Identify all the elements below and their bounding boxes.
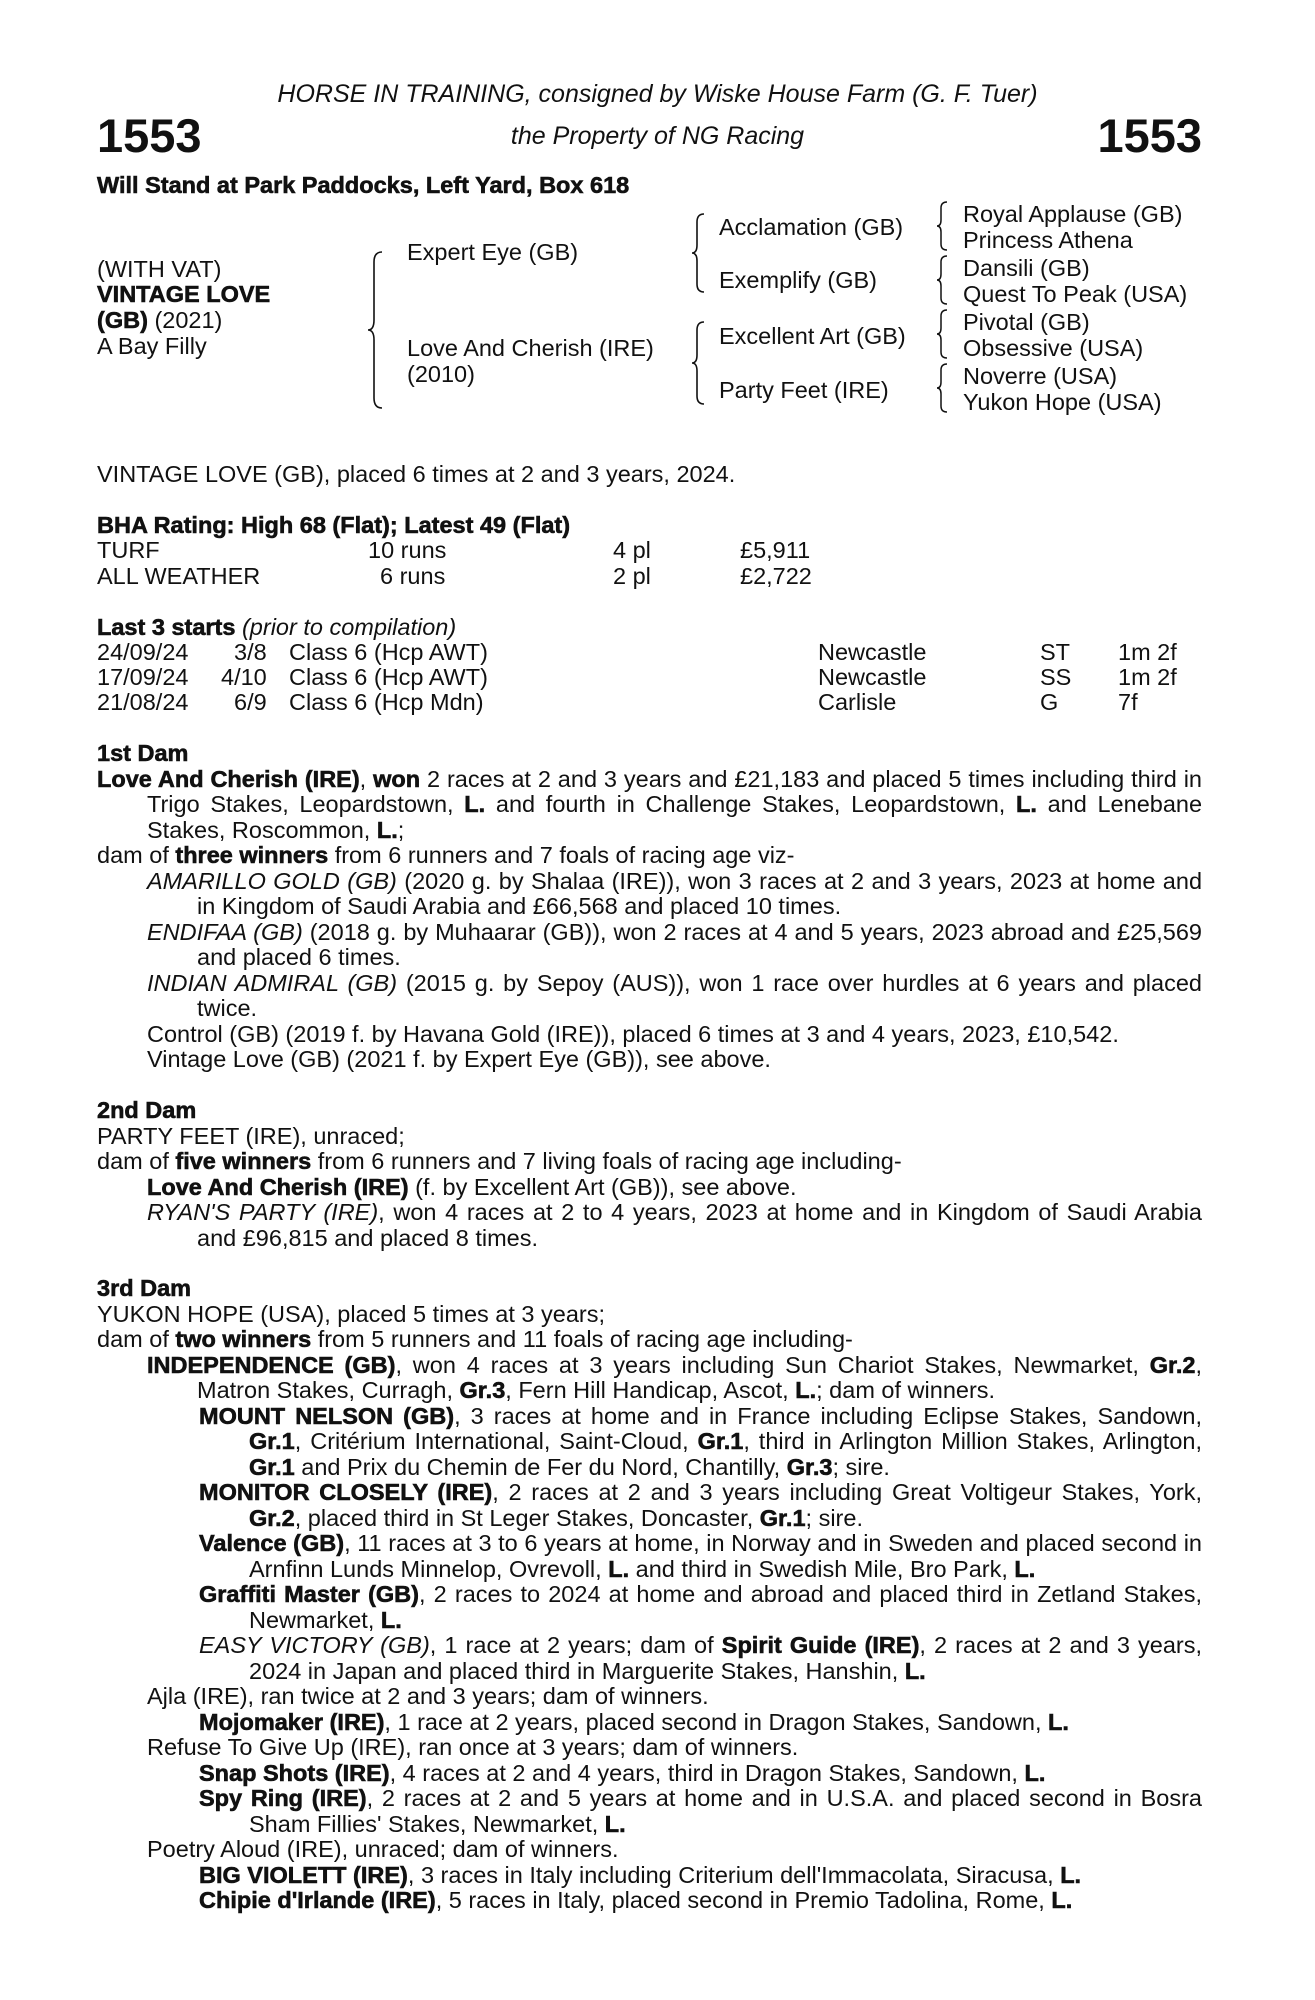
progeny-text: , 11 races at 3 to 6 years at home, in Norway and in Sweden and placed second in Arnfinn Lunds Minnelop, Ovrevoll,	[249, 1530, 1202, 1582]
progeny-text: , 2 races at 2 and 5 years at home and in U.S.A. and placed second in Bosra Sham Fillies' Stakes, Newmarket,	[249, 1785, 1202, 1837]
third-dam-grandprogeny	[199, 1863, 1202, 1889]
progeny-name: Chipie d'Irlande (IRE)	[199, 1887, 436, 1913]
third-dam-progeny: Poetry Aloud (IRE), unraced; dam of winners.	[147, 1836, 619, 1862]
property-line: the Property of NG Racing	[510, 122, 805, 150]
group-mark: Gr.1	[697, 1428, 744, 1454]
progeny-name: BIG VIOLETT (IRE)	[199, 1861, 408, 1888]
pedigree-dam-dam: Party Feet (IRE)	[719, 377, 889, 403]
first-dam-section	[97, 741, 1202, 1073]
progeny-name: Spy Ring (IRE)	[199, 1785, 367, 1811]
pedigree-brace-main	[366, 250, 386, 410]
first-dam-progeny	[147, 869, 1202, 920]
rating-placed: 2 pl	[613, 563, 651, 589]
listed-mark: L.	[608, 1555, 630, 1582]
last-starts-title	[97, 615, 456, 641]
progeny-text: (2015 g. by Sepoy (AUS)), won 1 race over hurdles at 6 years and placed twice.	[197, 969, 1202, 1021]
progeny-name: INDIAN ADMIRAL (GB)	[147, 969, 398, 996]
lot-number-right: 1553	[1097, 109, 1202, 162]
progeny-name: Mojomaker (IRE)	[199, 1708, 385, 1735]
third-dam-grandprogeny	[199, 1710, 1202, 1736]
second-dam-heading: 2nd Dam	[97, 1097, 197, 1123]
second-dam-intro: PARTY FEET (IRE), unraced;	[97, 1122, 405, 1149]
pedigree-ss-sire: Royal Applause (GB)	[963, 201, 1183, 227]
third-dam-heading: 3rd Dam	[97, 1275, 192, 1301]
progeny-text: (2020 g. by Shalaa (IRE)), won 3 races at 2 and 3 years, 2023 at home and in Kingdom of Saudi Arabia and £66,568 and placed 10 times.	[197, 867, 1203, 919]
progeny-name: Graffiti Master (GB)	[199, 1581, 419, 1607]
listed-mark: L.	[1060, 1861, 1082, 1888]
pedigree-ds-sire: Pivotal (GB)	[963, 309, 1090, 335]
third-dam-grandprogeny	[199, 1480, 1202, 1531]
horse-country-year	[97, 308, 222, 334]
third-dam-grandprogeny	[199, 1531, 1202, 1582]
start-position: 6/9	[234, 689, 267, 715]
group-mark: Gr.2	[1149, 1351, 1196, 1378]
progeny-text: , won 4 races at 3 years including Sun Chariot Stakes, Newmarket,	[395, 1351, 1139, 1378]
pedigree-brace-ss	[935, 200, 949, 252]
start-date: 21/08/24	[97, 689, 189, 715]
start-distance: 7f	[1118, 689, 1138, 715]
progeny-text: , Critérium International, Saint-Cloud,	[294, 1428, 689, 1454]
group-mark: Gr.1	[759, 1504, 806, 1531]
pedigree-sire-dam: Exemplify (GB)	[719, 267, 877, 293]
progeny-name: MOUNT NELSON (GB)	[199, 1402, 455, 1429]
pedigree-sire-sire: Acclamation (GB)	[719, 214, 904, 240]
start-position: 4/10	[221, 664, 267, 690]
start-position: 3/8	[234, 639, 267, 665]
second-dam-progeny	[147, 1175, 1202, 1201]
first-dam-progeny	[147, 920, 1202, 971]
progeny-name: AMARILLO GOLD (GB)	[147, 867, 397, 894]
pedigree-brace-dd	[935, 362, 949, 414]
first-dam-progeny	[147, 971, 1202, 1022]
start-row-3	[0, 690, 1315, 716]
pedigree-dd-dam: Yukon Hope (USA)	[963, 389, 1162, 415]
start-race: Class 6 (Hcp Mdn)	[289, 689, 484, 715]
last-starts-note: (prior to compilation)	[241, 614, 457, 640]
progeny-text: , won 4 races at 2 to 4 years, 2023 at home and in Kingdom of Saudi Arabia and £96,815 and placed 8 times.	[197, 1199, 1202, 1251]
pedigree-dam-sire: Excellent Art (GB)	[719, 323, 906, 349]
group-mark: Gr.2	[249, 1504, 295, 1531]
group-mark: Gr.3	[459, 1377, 506, 1403]
listed-mark: L.	[604, 1810, 626, 1837]
listed-mark: L.	[1016, 791, 1037, 817]
rating-row-aw	[0, 564, 1315, 590]
produce-winners: five winners	[175, 1148, 312, 1174]
group-mark: Gr.3	[786, 1453, 833, 1480]
progeny-name: INDEPENDENCE (GB)	[147, 1351, 396, 1378]
listed-mark: L.	[464, 791, 486, 817]
horse-country: (GB)	[97, 307, 148, 333]
group-mark: Gr.1	[249, 1453, 295, 1480]
listed-mark: L.	[1048, 1708, 1069, 1735]
pedigree-sd-sire: Dansili (GB)	[963, 255, 1090, 281]
third-dam-grandprogeny	[199, 1761, 1202, 1787]
start-race: Class 6 (Hcp AWT)	[289, 639, 488, 665]
start-course: Newcastle	[818, 639, 927, 665]
third-dam-grandprogeny	[199, 1582, 1202, 1633]
pedigree-brace-sd	[935, 254, 949, 306]
start-row-1	[0, 640, 1315, 666]
progeny-name: Love And Cherish (IRE)	[147, 1173, 409, 1200]
pedigree-dd-sire: Noverre (USA)	[963, 363, 1118, 389]
consignor-line: HORSE IN TRAINING, consigned by Wiske House Farm (G. F. Tuer)	[277, 80, 1038, 108]
first-dam-record-text-3: and Lenebane Stakes, Roscommon,	[147, 791, 1203, 843]
location-line: Will Stand at Park Paddocks, Left Yard, Box 618	[97, 172, 630, 198]
progeny-text: , 5 races in Italy, placed second in Premio Tadolina, Rome,	[435, 1887, 1045, 1913]
second-dam-section	[97, 1098, 1202, 1251]
pedigree-sire: Expert Eye (GB)	[407, 239, 579, 265]
start-race: Class 6 (Hcp AWT)	[289, 664, 488, 690]
progeny-text: and Prix du Chemin de Fer du Nord, Chantilly,	[301, 1453, 781, 1480]
progeny-text: (2018 g. by Muhaarar (GB)), won 2 races at 4 and 5 years, 2023 abroad and £25,569 and placed 6 times.	[197, 918, 1203, 970]
listed-mark: L.	[380, 1606, 402, 1633]
start-row-2	[0, 665, 1315, 691]
vat-note: (WITH VAT)	[97, 256, 222, 282]
progeny-text: , 2 races at 2 and 3 years, 2024 in Japan and placed third in Marguerite Stakes, Hanshin,	[249, 1632, 1202, 1684]
first-dam-record-text: 2 races at 2 and 3 years and £21,183 and placed 5 times including third in Trigo Stakes, Leopardstown,	[147, 765, 1202, 817]
rating-earnings: £5,911	[740, 537, 811, 563]
third-dam-intro: YUKON HOPE (USA), placed 5 times at 3 years;	[97, 1300, 606, 1327]
first-dam-record: Love And Cherish (IRE), won 2 races at 2 and 3 years and £21,183 and placed 5 times including third in Trigo Stakes, Leopardstown, L. and fourth in Challenge Stakes, Leopardstown, L. and Lenebane Stakes, Roscommon, L.;	[97, 765, 1203, 843]
horse-name: VINTAGE LOVE	[97, 281, 271, 307]
progeny-text: , Fern Hill Handicap, Ascot,	[505, 1377, 789, 1403]
progeny-text: , 2 races at 2 and 3 years including Great Voltigeur Stakes, York,	[492, 1479, 1202, 1505]
listed-mark: L.	[376, 816, 398, 843]
pedigree-ds-dam: Obsessive (USA)	[963, 335, 1144, 361]
group-mark: Gr.1	[249, 1428, 295, 1454]
progeny-name: EASY VICTORY (GB)	[199, 1632, 430, 1658]
progeny-text: , Matron Stakes, Curragh,	[197, 1351, 1202, 1403]
pedigree-dam-year: (2010)	[407, 361, 475, 387]
pedigree-brace-ds	[935, 308, 949, 360]
rating-runs: 6 runs	[380, 563, 446, 589]
first-dam-name: Love And Cherish (IRE)	[97, 765, 360, 792]
progeny-text: ; sire.	[832, 1453, 890, 1480]
pedigree-dam: Love And Cherish (IRE)	[407, 335, 654, 361]
start-going: SS	[1040, 664, 1072, 690]
rating-row-turf	[0, 538, 1315, 564]
pedigree-brace-sire	[690, 212, 706, 294]
third-dam-grandprogeny	[199, 1633, 1202, 1684]
race-summary: VINTAGE LOVE (GB), placed 6 times at 2 and 3 years, 2024.	[97, 461, 736, 487]
progeny-name: ENDIFAA (GB)	[147, 918, 303, 945]
first-dam-progeny: Vintage Love (GB) (2021 f. by Expert Eye (GB)), see above.	[147, 1046, 771, 1072]
second-dam-progeny	[147, 1200, 1202, 1251]
last-starts-label: Last 3 starts	[97, 614, 236, 640]
start-date: 24/09/24	[97, 639, 189, 665]
progeny-text: , 3 races in Italy including Criterium dell'Immacolata, Siracusa,	[407, 1861, 1054, 1888]
third-dam-progeny	[147, 1353, 1202, 1404]
rating-surface: TURF	[97, 537, 160, 563]
produce-prefix: dam of	[97, 842, 169, 868]
third-dam-progeny: Refuse To Give Up (IRE), ran once at 3 years; dam of winners.	[147, 1734, 799, 1760]
horse-year: (2021)	[154, 307, 223, 333]
first-dam-produce	[97, 843, 1202, 869]
start-course: Carlisle	[818, 689, 897, 715]
progeny-text: , 3 races at home and in France including Eclipse Stakes, Sandown,	[454, 1402, 1202, 1429]
progeny-name: MONITOR CLOSELY (IRE)	[199, 1479, 493, 1505]
start-going: G	[1040, 689, 1059, 715]
progeny-text: , 1 race at 2 years, placed second in Dragon Stakes, Sandown,	[384, 1708, 1042, 1735]
start-course: Newcastle	[818, 664, 927, 690]
start-distance: 1m 2f	[1118, 639, 1177, 665]
rating-placed: 4 pl	[613, 537, 651, 563]
progeny-text: (f. by Excellent Art (GB)), see above.	[415, 1173, 797, 1200]
progeny-text: , third in Arlington Million Stakes, Arlington,	[743, 1428, 1202, 1454]
progeny-name: Spirit Guide (IRE)	[721, 1632, 920, 1658]
rating-runs: 10 runs	[368, 537, 447, 563]
first-dam-won: won	[373, 765, 421, 792]
produce-suffix: from 6 runners and 7 living foals of racing age including-	[317, 1148, 902, 1174]
produce-winners: two winners	[175, 1326, 312, 1352]
start-distance: 1m 2f	[1118, 664, 1177, 690]
produce-winners: three winners	[175, 842, 329, 868]
listed-mark: L.	[1051, 1887, 1073, 1913]
third-dam-section	[97, 1276, 1202, 1914]
rating-surface: ALL WEATHER	[97, 563, 261, 589]
produce-suffix: from 6 runners and 7 foals of racing age viz-	[334, 842, 795, 868]
progeny-text: and third in Swedish Mile, Bro Park,	[635, 1555, 1008, 1582]
progeny-text: , placed third in St Leger Stakes, Doncaster,	[294, 1504, 754, 1531]
first-dam-progeny: Control (GB) (2019 f. by Havana Gold (IRE)), placed 6 times at 3 and 4 years, 2023, £10,542.	[147, 1020, 1119, 1047]
listed-mark: L.	[1024, 1759, 1046, 1786]
listed-mark: L.	[795, 1377, 817, 1403]
first-dam-heading: 1st Dam	[97, 740, 189, 766]
pedigree-brace-dam	[690, 320, 706, 406]
listed-mark: L.	[1014, 1555, 1036, 1582]
progeny-text: , 1 race at 2 years; dam of	[429, 1632, 714, 1658]
listed-mark: L.	[904, 1657, 926, 1684]
bha-rating-title: BHA Rating: High 68 (Flat); Latest 49 (Flat)	[97, 512, 571, 538]
produce-suffix: from 5 runners and 11 foals of racing age including-	[317, 1326, 853, 1352]
start-date: 17/09/24	[97, 664, 189, 690]
progeny-name: RYAN'S PARTY (IRE)	[147, 1199, 379, 1225]
rating-earnings: £2,722	[740, 563, 812, 589]
produce-prefix: dam of	[97, 1326, 169, 1352]
third-dam-progeny: Ajla (IRE), ran twice at 2 and 3 years; dam of winners.	[147, 1683, 709, 1709]
third-dam-produce	[97, 1327, 1202, 1353]
progeny-text: , 4 races at 2 and 4 years, third in Dragon Stakes, Sandown,	[389, 1759, 1018, 1786]
produce-prefix: dam of	[97, 1148, 169, 1174]
progeny-name: Valence (GB)	[199, 1530, 345, 1556]
start-going: ST	[1040, 639, 1071, 665]
third-dam-grandprogeny	[199, 1786, 1202, 1837]
third-dam-grandprogeny	[199, 1404, 1202, 1481]
progeny-name: Snap Shots (IRE)	[199, 1759, 390, 1786]
pedigree-ss-dam: Princess Athena	[963, 227, 1133, 253]
first-dam-record-text-2: and fourth in Challenge Stakes, Leopardstown,	[495, 791, 1006, 817]
second-dam-produce	[97, 1149, 1202, 1175]
progeny-text: ; sire.	[805, 1504, 863, 1531]
third-dam-grandprogeny	[199, 1888, 1202, 1914]
horse-description: A Bay Filly	[97, 333, 207, 359]
lot-number-left: 1553	[97, 109, 202, 162]
progeny-text: , 2 races to 2024 at home and abroad and placed third in Zetland Stakes, Newmarket,	[249, 1581, 1202, 1633]
progeny-text: ; dam of winners.	[816, 1377, 996, 1403]
pedigree-sd-dam: Quest To Peak (USA)	[963, 281, 1188, 307]
